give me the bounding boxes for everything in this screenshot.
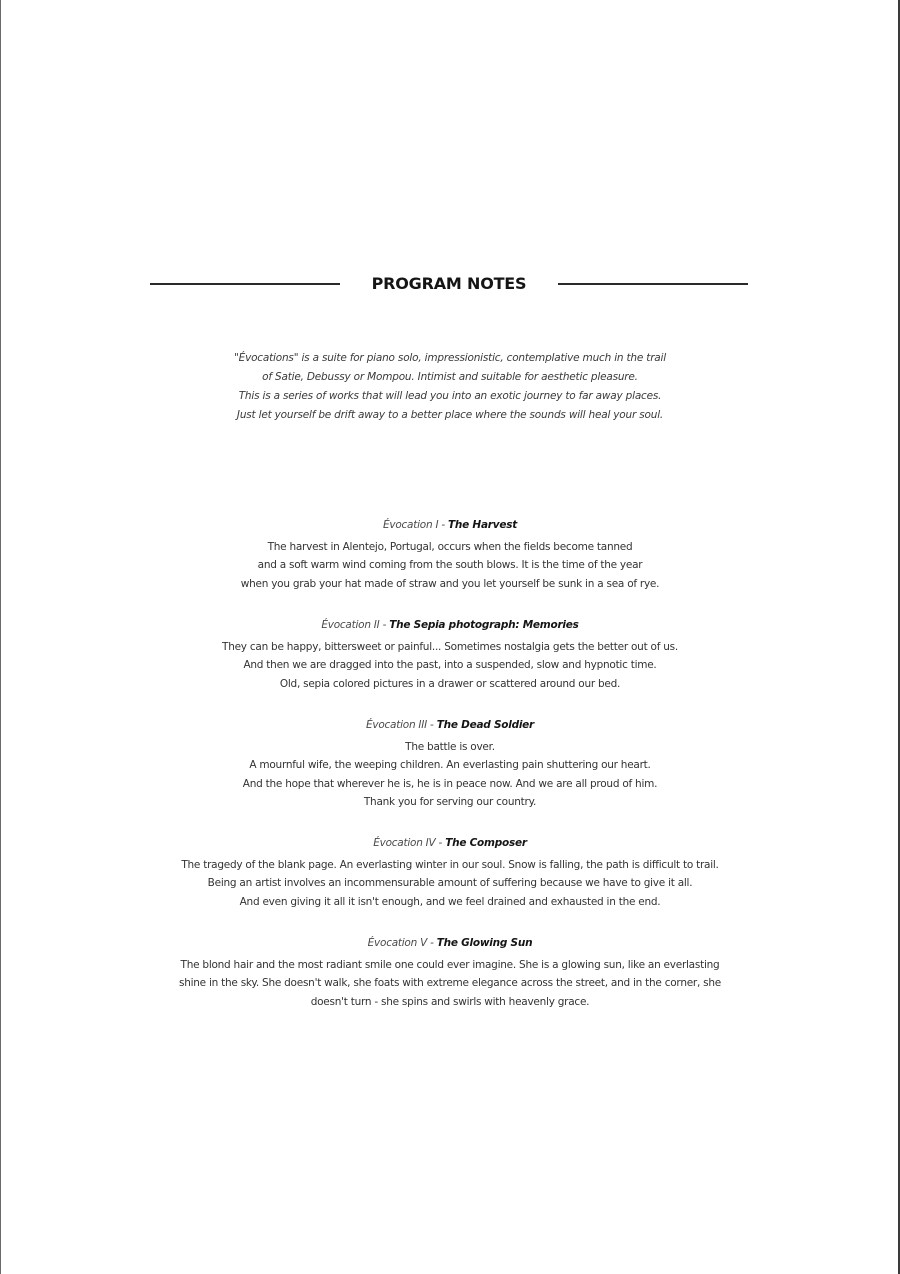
section-name: The Dead Soldier [436, 719, 534, 731]
body-line: They can be happy, bittersweet or painful... Sometimes nostalgia gets the better out of us. [222, 641, 678, 653]
intro-line: of Satie, Debussy or Mompou. Intimist and suitable for aesthetic pleasure. [262, 371, 638, 383]
body-line: and a soft warm wind coming from the south blows. It is the time of the year [257, 559, 643, 572]
body-line: And even giving it all it isn't enough, and we feel drained and exhausted in the end. [239, 895, 661, 908]
program-notes-heading [150, 272, 748, 296]
heading-rule-right [558, 283, 748, 285]
section-evocation-5 [150, 934, 750, 1011]
section-evocation-1 [150, 516, 750, 593]
section-number: Évocation V - [367, 937, 437, 949]
body-line: doesn't turn - she spins and swirls with heavenly grace. [310, 995, 590, 1008]
body-line: when you grab your hat made of straw and you let yourself be sunk in a sea of rye. [240, 577, 660, 590]
body-line: Old, sepia colored pictures in a drawer or scattered around our bed. [279, 677, 621, 690]
section-evocation-3 [150, 716, 750, 811]
section-name: The Glowing Sun [436, 937, 533, 949]
section-body [150, 956, 750, 1011]
body-line: A mournful wife, the weeping children. An everlasting pain shuttering our heart. [249, 759, 651, 772]
section-name: The Harvest [448, 519, 517, 531]
section-number: Évocation I - [383, 519, 449, 531]
section-body [150, 856, 750, 911]
section-number: Évocation II - [321, 619, 390, 631]
body-line: And then we are dragged into the past, into a suspended, slow and hypnotic time. [243, 659, 657, 672]
intro-line: This is a series of works that will lead you into an exotic journey to far away places. [238, 390, 662, 402]
body-line: The harvest in Alentejo, Portugal, occurs when the fields become tanned [267, 541, 633, 553]
section-title [150, 716, 750, 734]
section-body [150, 538, 750, 593]
section-evocation-2 [150, 616, 750, 693]
heading-rule-left [150, 283, 340, 285]
body-line: The tragedy of the blank page. An everlasting winter in our soul. Snow is falling, the path is difficult to trail. [181, 859, 719, 871]
body-line: The battle is over. [405, 741, 495, 753]
section-title [150, 934, 750, 952]
section-number: Évocation III - [366, 719, 437, 731]
section-name: The Composer [445, 837, 527, 849]
section-title [150, 516, 750, 534]
section-title [150, 616, 750, 634]
page-title: PROGRAM NOTES [371, 274, 527, 293]
section-evocation-4 [150, 834, 750, 911]
body-line: Being an artist involves an incommensurable amount of suffering because we have to give it all. [207, 877, 693, 890]
section-name: The Sepia photograph: Memories [389, 619, 579, 631]
section-body [150, 638, 750, 693]
intro-paragraph [150, 349, 750, 425]
body-line: The blond hair and the most radiant smile one could ever imagine. She is a glowing sun, like an everlasting [180, 959, 720, 971]
intro-line: "Évocations" is a suite for piano solo, impressionistic, contemplative much in the trail [234, 352, 666, 364]
section-body [150, 738, 750, 811]
page-edge-left [0, 0, 1, 1274]
section-title [150, 834, 750, 852]
section-number: Évocation IV - [373, 837, 446, 849]
body-line: And the hope that wherever he is, he is in peace now. And we are all proud of him. [242, 777, 658, 790]
body-line: Thank you for serving our country. [363, 795, 537, 808]
body-line: shine in the sky. She doesn't walk, she foats with extreme elegance across the street, and in the corner, she [178, 977, 722, 990]
intro-line: Just let yourself be drift away to a better place where the sounds will heal your soul. [236, 409, 664, 421]
